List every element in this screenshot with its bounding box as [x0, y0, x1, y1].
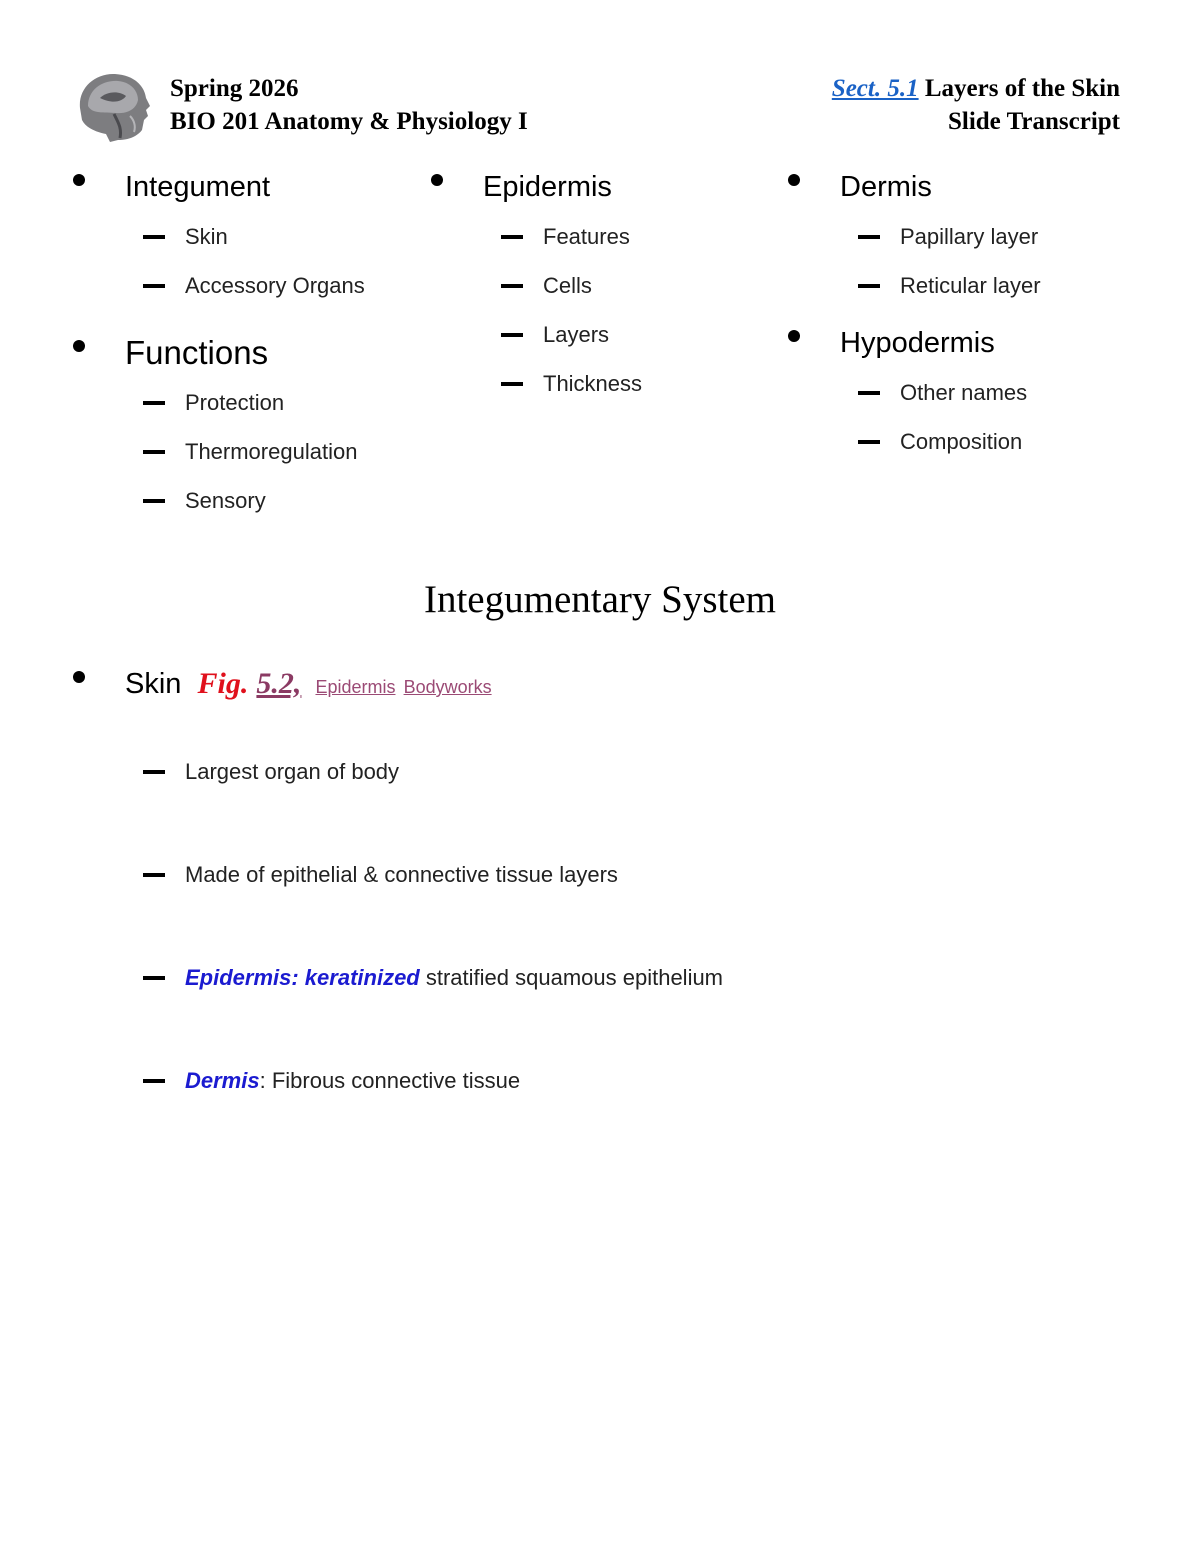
epidermis-term: Epidermis: keratinized [185, 965, 420, 990]
sub-item-label: Thermoregulation [185, 439, 358, 464]
bullet-icon [788, 174, 800, 186]
dash-icon [501, 333, 523, 337]
head-mri-icon [70, 68, 154, 144]
sub-item [73, 222, 413, 271]
sub-item-label [185, 1066, 520, 1096]
bullet-heading: Integument [125, 171, 271, 203]
sub-item-label: Cells [543, 273, 592, 298]
outline-column-3 [788, 168, 1128, 476]
figure-link[interactable]: 5.2, [256, 667, 302, 700]
dash-icon [501, 382, 523, 386]
header-left [170, 72, 528, 138]
sub-item-label: Skin [185, 224, 228, 249]
sub-item-label: Sensory [185, 488, 266, 513]
bullet-item [73, 168, 413, 208]
bullet-icon [73, 671, 85, 683]
sub-item [431, 369, 771, 418]
bullet-item [73, 665, 1123, 757]
sub-item [73, 1066, 1123, 1169]
dermis-term: Dermis [185, 1068, 260, 1093]
sub-item [431, 222, 771, 271]
outline-column-2 [431, 168, 771, 418]
dash-icon [143, 401, 165, 405]
skin-section [73, 665, 1123, 1169]
sub-item-label: Papillary layer [900, 224, 1039, 249]
dash-icon [143, 873, 165, 877]
bullet-icon [431, 174, 443, 186]
dash-icon [143, 450, 165, 454]
bullet-heading: Hypodermis [840, 327, 995, 359]
bullet-item [788, 324, 1128, 364]
skin-heading: Skin [125, 668, 182, 700]
epidermis-definition: stratified squamous epithelium [419, 965, 724, 990]
sub-item-label: Thickness [543, 371, 643, 396]
bullet-item [73, 334, 413, 374]
sub-item [431, 320, 771, 369]
page-title: Integumentary System [423, 578, 776, 621]
dash-icon [501, 235, 523, 239]
sub-item [73, 486, 413, 535]
sub-item [431, 271, 771, 320]
bullet-item [788, 168, 1128, 208]
bullet-icon [73, 174, 85, 186]
dash-icon [143, 499, 165, 503]
semester-label: Spring 2026 [170, 75, 299, 102]
dash-icon [143, 1079, 165, 1083]
sub-item [788, 427, 1128, 476]
course-title: BIO 201 Anatomy & Physiology I [170, 108, 528, 135]
bullet-heading: Dermis [840, 171, 932, 203]
dash-icon [858, 440, 880, 444]
dash-icon [143, 770, 165, 774]
bullet-item [431, 168, 771, 208]
sub-item-label: Composition [900, 429, 1023, 454]
dash-icon [858, 235, 880, 239]
sub-item-label: Protection [185, 390, 285, 415]
sub-item-label: Accessory Organs [185, 273, 365, 298]
bodyworks-link[interactable]: Bodyworks [403, 677, 492, 697]
dash-icon [858, 284, 880, 288]
bullet-heading: Functions [125, 334, 269, 371]
sub-item [788, 378, 1128, 427]
dash-icon [143, 976, 165, 980]
outline-column-1 [73, 168, 413, 535]
sub-item [73, 437, 413, 486]
sub-item [788, 271, 1128, 320]
bullet-icon [788, 330, 800, 342]
sub-item-label [185, 963, 723, 993]
sub-item-label: Features [543, 224, 630, 249]
figure-label: Fig. [197, 667, 249, 700]
sub-item-label: Layers [543, 322, 610, 347]
sub-item [788, 222, 1128, 271]
dash-icon [858, 391, 880, 395]
bullet-heading: Epidermis [483, 171, 612, 203]
section-link[interactable]: Sect. 5.1 [831, 75, 919, 102]
sub-item [73, 860, 1123, 963]
sub-item-label: Reticular layer [900, 273, 1041, 298]
sub-item [73, 757, 1123, 860]
dash-icon [143, 235, 165, 239]
section-title: Layers of the Skin [924, 75, 1120, 102]
sub-item-label: Made of epithelial & connective tissue layers [185, 862, 618, 887]
sub-item-label: Largest organ of body [185, 759, 400, 784]
bullet-icon [73, 340, 85, 352]
sub-item [73, 388, 413, 437]
dash-icon [501, 284, 523, 288]
dash-icon [143, 284, 165, 288]
header-right [832, 72, 1120, 138]
sub-item [73, 963, 1123, 1066]
dermis-definition: : Fibrous connective tissue [259, 1068, 521, 1093]
sub-item-label: Other names [900, 380, 1028, 405]
epidermis-link[interactable]: Epidermis [315, 677, 396, 697]
document-type: Slide Transcript [947, 108, 1120, 135]
sub-item [73, 271, 413, 320]
